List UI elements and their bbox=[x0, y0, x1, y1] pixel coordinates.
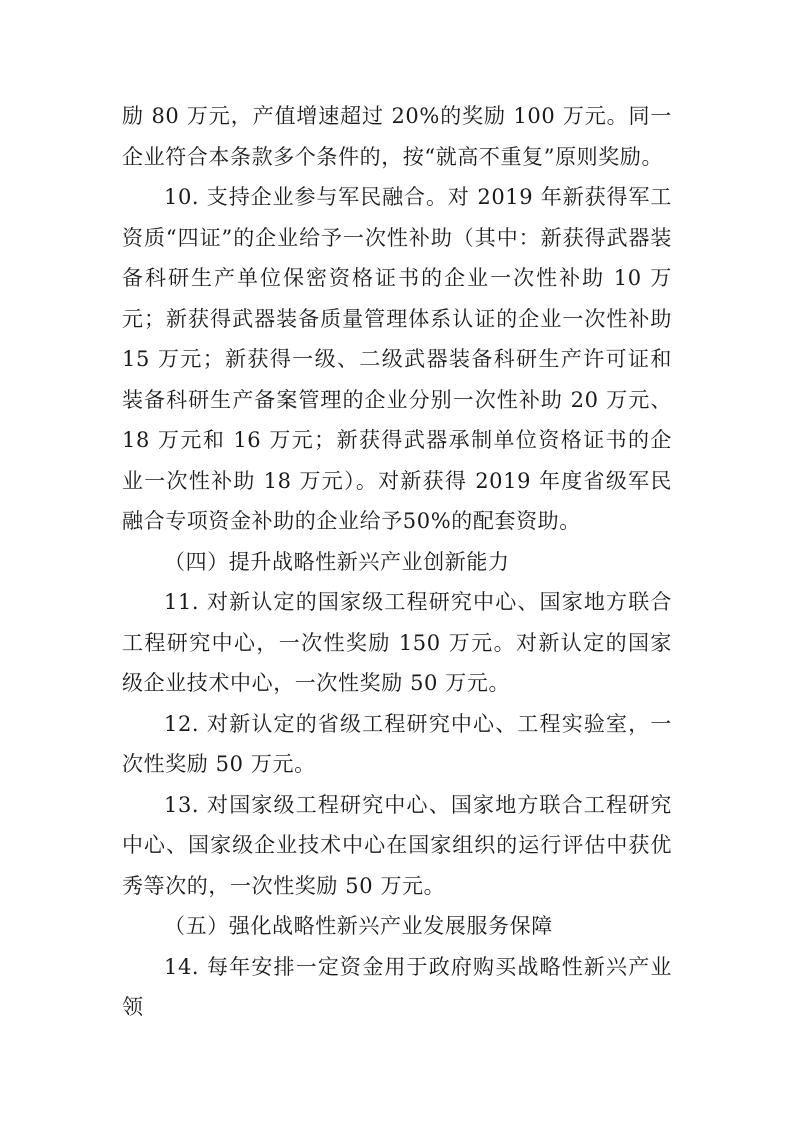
paragraph-item-14: 14. 每年安排一定资金用于政府购买战略性新兴产业领 bbox=[122, 954, 672, 1019]
paragraph-item-10: 10. 支持企业参与军民融合。对 2019 年新获得军工资质“四证”的企业给予一次性补助（其中：新获得武器装备科研生产单位保密资格证书的企业一次性补助 10 万元；新获得武器装备质量管理体系认证的企业一次性补助 15 万元；新获得一级、二级武器装备科研生产许可证和装备科研生产备案管理的企业分别一次性补助 20 万元、18 万元和 16 万元；新获得武器承制单位资格证书的企业一次性补助 18 万元）。对新获得 2019 年度省级军民融合专项资金补助的企业给予50%的配套资助。 bbox=[122, 185, 672, 533]
paragraph-item-13: 13. 对国家级工程研究中心、国家地方联合工程研究中心、国家级企业技术中心在国家组织的运行评估中获优秀等次的，一次性奖励 50 万元。 bbox=[122, 792, 672, 898]
section-heading-4: （四）提升战略性新兴产业创新能力 bbox=[164, 549, 510, 574]
paragraph-item-12: 12. 对新认定的省级工程研究中心、工程实验室，一次性奖励 50 万元。 bbox=[122, 711, 672, 776]
section-heading-5: （五）强化战略性新兴产业发展服务保障 bbox=[164, 914, 553, 938]
document-page bbox=[122, 96, 672, 1028]
paragraph-continuation: 励 80 万元，产值增速超过 20%的奖励 100 万元。同一企业符合本条款多个条件的，按“就高不重复”原则奖励。 bbox=[122, 104, 672, 169]
paragraph-item-11: 11. 对新认定的国家级工程研究中心、国家地方联合工程研究中心，一次性奖励 150 万元。对新认定的国家级企业技术中心，一次性奖励 50 万元。 bbox=[122, 590, 672, 695]
